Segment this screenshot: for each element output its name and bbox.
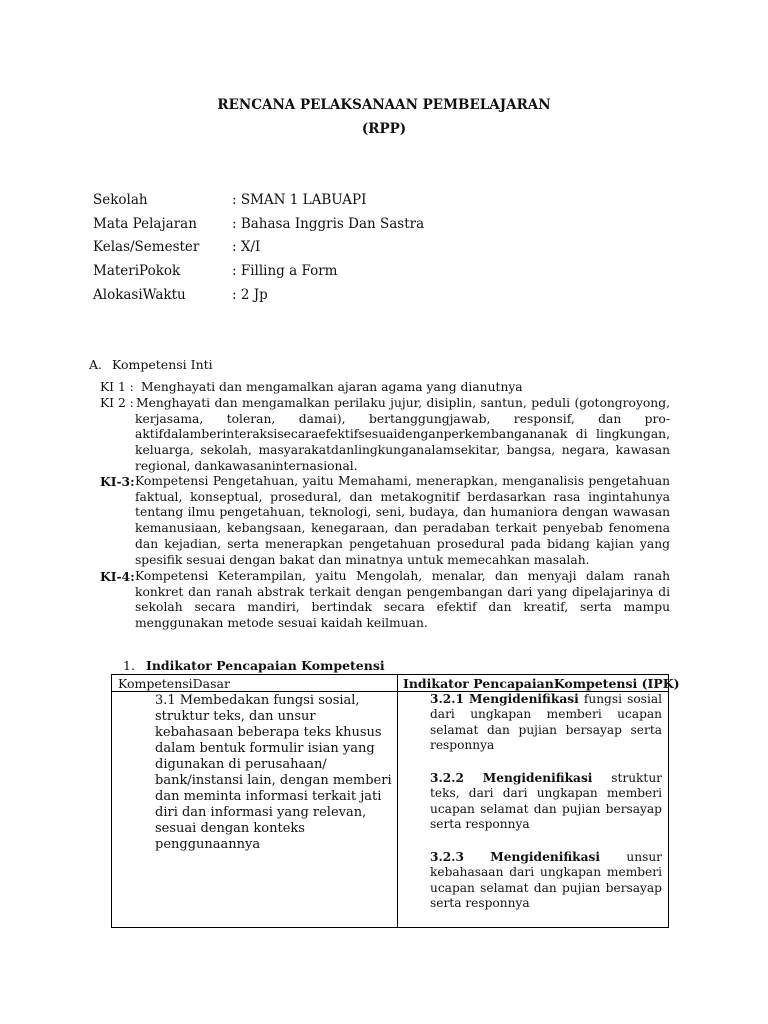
identity-label: Mata Pelajaran: [93, 216, 197, 232]
ki-label: KI-4:: [100, 569, 135, 584]
ipk-verb: Mengidenifikasi: [482, 771, 593, 785]
ki-text: Kompetensi Pengetahuan, yaitu Memahami, menerapkan, menganalisis pengetahuan faktual, konseptual, prosedural, dan metakognitif berdasarkan rasa ingintahunya tentang ilmu pengetahuan, teknologi, seni, budaya, dan humaniora dengan wawasan kemanusiaan, kebangsaan, kenegaraan, dan peradaban terkait penyebab fenomena dan kejadian, serta menerapkan pengetahuan prosedural pada bidang kajian yang spesifik sesuai dengan bakat dan minatnya untuk memecahkan masalah.: [135, 474, 670, 567]
section-a-title: Kompetensi Inti: [112, 357, 213, 372]
competency-table: [111, 674, 680, 928]
identity-value: : X/I: [232, 239, 261, 255]
ipk-verb: Mengidenifikasi: [490, 850, 601, 864]
ipk-number: 3.2.3: [430, 850, 464, 864]
ipk-item: [430, 692, 662, 753]
ipk-number: 3.2.1: [430, 692, 464, 706]
identity-value: : 2 Jp: [232, 287, 268, 303]
ipk-number: 3.2.2: [430, 771, 464, 785]
indikator-title: Indikator Pencapaian Kompetensi: [146, 658, 385, 673]
section-a-marker: A.: [89, 357, 103, 372]
ipk-verb: Mengidenifikasi: [469, 692, 579, 706]
ki-label: KI 2 :: [100, 396, 134, 410]
ki-label: KI 1 :: [100, 380, 134, 394]
ki-label: KI-3:: [100, 474, 135, 489]
ki-4: [100, 569, 670, 632]
ipk-text: fungsi sosial dari ungkapan memberi ucapan selamat dan pujian bersayap serta responnya: [430, 692, 663, 752]
kd-text: 3.1 Membedakan fungsi sosial, struktur teks, dan unsur kebahasaan beberapa teks khusus dalam bentuk formulir isian yang digunakan di perusahaan/ bank/instansi lain, dengan memberi dan meminta informasi terkait jati diri dan informasi yang relevan, sesuai dengan konteks penggunaannya: [155, 693, 392, 852]
ipk-item: [430, 850, 662, 911]
header-ipk: Indikator PencapaianKompetensi (IPK): [403, 676, 680, 691]
ipk-text: struktur teks, dari dari ungkapan memberi ucapan selamat dan pujian bersayap serta responnya: [430, 771, 663, 831]
ki-text: Menghayati dan mengamalkan perilaku jujur, disiplin, santun, peduli (gotongroyong, kerjasama, toleran, damai), bertanggungjawab, responsif, dan pro-aktifdalamberinteraksisecaraefektifsesuaidenganperkembangananak di lingkungan, keluarga, sekolah, masyarakatdanlingkunganalamsekitar, bangsa, negara, kawasan regional, dankawasaninternasional.: [135, 396, 670, 473]
ipk-item: [430, 771, 662, 832]
ki-1: [100, 380, 670, 396]
identity-label: Sekolah: [93, 192, 148, 208]
identity-label: Kelas/Semester: [93, 239, 200, 255]
ki-2: [100, 396, 670, 475]
identity-value: : Bahasa Inggris Dan Sastra: [232, 216, 425, 232]
column-divider: [397, 675, 398, 927]
identity-label: MateriPokok: [93, 263, 181, 279]
page-title: RENCANA PELAKSANAAN PEMBELAJARAN: [217, 97, 551, 113]
ki-3: [100, 474, 670, 568]
identity-value: : SMAN 1 LABUAPI: [232, 192, 367, 208]
ki-text: Kompetensi Keterampilan, yaitu Mengolah, menalar, dan menyaji dalam ranah konkret dan ranah abstrak terkait dengan pengembangan dari yang dipelajarinya di sekolah secara mandiri, bertindak secara efektif dan kreatif, serta mampu menggunakan metode sesuai kaidah keilmuan.: [135, 569, 670, 631]
header-kompetensi-dasar: KompetensiDasar: [118, 676, 230, 691]
ki-text: Menghayati dan mengamalkan ajaran agama yang dianutnya: [141, 380, 523, 394]
ipk-text: unsur kebahasaan dari ungkapan memberi ucapan selamat dan pujian bersayap serta responnya: [430, 850, 663, 910]
identity-value: : Filling a Form: [232, 263, 338, 279]
indikator-marker: 1.: [123, 658, 135, 673]
page-subtitle: (RPP): [361, 121, 407, 137]
identity-label: AlokasiWaktu: [93, 287, 186, 303]
